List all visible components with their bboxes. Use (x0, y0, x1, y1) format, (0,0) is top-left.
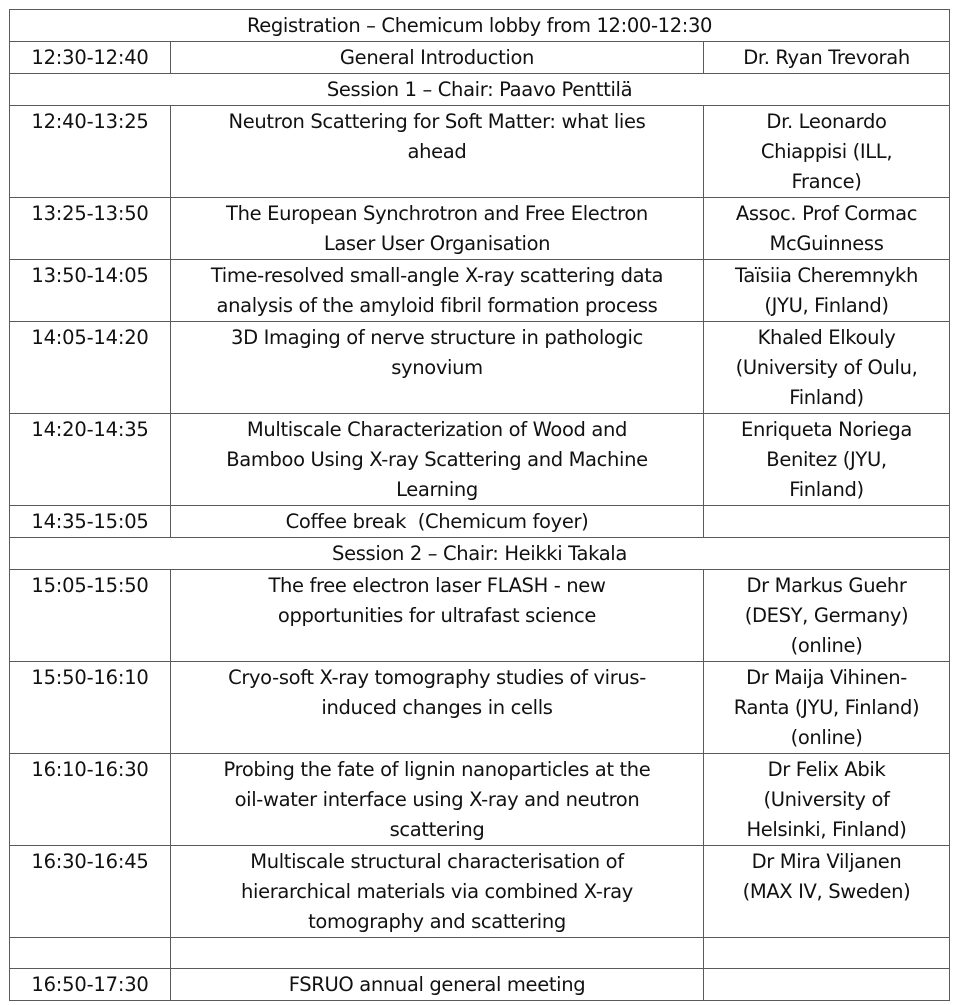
speaker-line: Assoc. Prof Cormac (735, 202, 918, 225)
speaker-line: Enriqueta Noriega (741, 418, 912, 441)
title-line: Multiscale Characterization of Wood and (246, 418, 628, 441)
title-line: synovium (391, 356, 483, 379)
title-line: Time-resolved small-angle X-ray scattering data (210, 264, 664, 287)
title-line: The European Synchrotron and Free Electron (226, 202, 648, 225)
title-line: analysis of the amyloid fibril formation process (216, 294, 658, 317)
speaker-line: Benitez (JYU, (766, 448, 887, 471)
time-text: 13:50-14:05 (31, 264, 149, 287)
session-header-row (10, 74, 950, 106)
speaker-cell (704, 260, 950, 322)
time-cell (10, 106, 171, 198)
time-text: 13:25-13:50 (31, 202, 149, 225)
talk-row (10, 662, 950, 754)
speaker-text: Dr. Ryan Trevorah (743, 46, 910, 69)
title-cell (171, 570, 704, 662)
speaker-line: (JYU, Finland) (764, 294, 889, 317)
time-cell (10, 754, 171, 846)
title-line: Bamboo Using X-ray Scattering and Machine (226, 448, 648, 471)
talk-row (10, 260, 950, 322)
speaker-line: Taïsiia Cheremnykh (735, 264, 919, 287)
talk-row (10, 846, 950, 938)
title-cell (171, 260, 704, 322)
speaker-cell (704, 322, 950, 414)
speaker-cell (704, 570, 950, 662)
speaker-cell (704, 754, 950, 846)
time-cell (10, 969, 171, 1001)
title-cell (171, 198, 704, 260)
speaker-cell (704, 414, 950, 506)
speaker-line: (online) (790, 726, 863, 749)
session-header-row (10, 538, 950, 570)
title-line: Probing the fate of lignin nanoparticles at the (223, 758, 651, 781)
title-line: 3D Imaging of nerve structure in pathologic (231, 326, 643, 349)
session-2-header-text: Session 2 – Chair: Heikki Takala (332, 542, 627, 565)
speaker-line: Helsinki, Finland) (746, 818, 907, 841)
title-cell (171, 414, 704, 506)
speaker-line: Dr Maija Vihinen- (746, 666, 907, 689)
schedule-table (9, 9, 950, 1001)
speaker-line: McGuinness (769, 232, 884, 255)
speaker-line: Finland) (789, 386, 864, 409)
session-1-header (10, 74, 950, 106)
empty-row (10, 938, 950, 969)
speaker-line: Finland) (789, 478, 864, 501)
speaker-line: (University of Oulu, (735, 356, 918, 379)
speaker-line: (University of (763, 788, 890, 811)
time-text: 15:50-16:10 (31, 666, 149, 689)
speaker-line: Dr Mira Viljanen (751, 850, 902, 873)
talk-row (10, 198, 950, 260)
title-cell (171, 322, 704, 414)
agm-row (10, 969, 950, 1001)
speaker-cell-empty (704, 506, 950, 538)
time-cell (10, 260, 171, 322)
title-line: hierarchical materials via combined X-ray (241, 880, 633, 903)
speaker-line: Chiappisi (ILL, (760, 140, 893, 163)
speaker-cell-empty (704, 969, 950, 1001)
title-cell (171, 754, 704, 846)
session-1-header-text: Session 1 – Chair: Paavo Penttilä (326, 78, 633, 101)
speaker-line: France) (791, 170, 862, 193)
talk-row (10, 322, 950, 414)
time-cell (10, 570, 171, 662)
time-text: 16:50-17:30 (31, 973, 149, 996)
title-line: scattering (389, 818, 485, 841)
title-line: Neutron Scattering for Soft Matter: what lies (228, 110, 646, 133)
speaker-line: Dr. Leonardo (766, 110, 887, 133)
title-line: induced changes in cells (321, 696, 553, 719)
coffee-break-row (10, 506, 950, 538)
session-2-header (10, 538, 950, 570)
title-cell (171, 969, 704, 1001)
title-cell (171, 106, 704, 198)
time-text: 16:30-16:45 (31, 850, 149, 873)
time-cell (10, 662, 171, 754)
time-text: 15:05-15:50 (31, 574, 149, 597)
time-text: 14:35-15:05 (31, 510, 149, 533)
speaker-cell (704, 846, 950, 938)
time-cell (10, 42, 171, 74)
speaker-cell (704, 42, 950, 74)
title-text: FSRUO annual general meeting (288, 973, 586, 996)
time-cell (10, 846, 171, 938)
title-line: tomography and scattering (308, 910, 566, 933)
title-line: Laser User Organisation (323, 232, 551, 255)
speaker-line: Dr Felix Abik (767, 758, 886, 781)
time-text: 12:40-13:25 (31, 110, 149, 133)
speaker-line: Dr Markus Guehr (746, 574, 907, 597)
title-line: oil-water interface using X-ray and neutron (234, 788, 640, 811)
empty-cell (704, 938, 950, 969)
speaker-cell (704, 198, 950, 260)
speaker-line: Khaled Elkouly (757, 326, 896, 349)
title-line: Learning (396, 478, 478, 501)
title-line: The free electron laser FLASH - new (268, 574, 606, 597)
title-cell (171, 662, 704, 754)
title-line: opportunities for ultrafast science (277, 604, 597, 627)
speaker-line: (online) (790, 634, 863, 657)
registration-row (10, 10, 950, 42)
title-cell (171, 846, 704, 938)
time-cell (10, 198, 171, 260)
speaker-cell (704, 662, 950, 754)
time-text: 14:20-14:35 (31, 418, 149, 441)
title-cell (171, 42, 704, 74)
title-line: ahead (407, 140, 467, 163)
title-cell (171, 506, 704, 538)
speaker-line: (MAX IV, Sweden) (742, 880, 911, 903)
talk-row (10, 414, 950, 506)
title-line: Cryo-soft X-ray tomography studies of virus- (228, 666, 646, 689)
registration-text: Registration – Chemicum lobby from 12:00-12:30 (246, 14, 713, 37)
time-cell (10, 414, 171, 506)
time-cell (10, 322, 171, 414)
empty-cell (171, 938, 704, 969)
registration-cell (10, 10, 950, 42)
speaker-line: Ranta (JYU, Finland) (733, 696, 920, 719)
title-text: Coffee break (Chemicum foyer) (285, 510, 589, 533)
time-text: 14:05-14:20 (31, 326, 149, 349)
time-text: 12:30-12:40 (31, 46, 149, 69)
talk-row (10, 754, 950, 846)
time-cell (10, 506, 171, 538)
intro-row (10, 42, 950, 74)
talk-row (10, 106, 950, 198)
time-text: 16:10-16:30 (31, 758, 149, 781)
talk-row (10, 570, 950, 662)
title-line: Multiscale structural characterisation of (250, 850, 624, 873)
empty-cell (10, 938, 171, 969)
title-text: General Introduction (339, 46, 535, 69)
speaker-cell (704, 106, 950, 198)
speaker-line: (DESY, Germany) (744, 604, 909, 627)
